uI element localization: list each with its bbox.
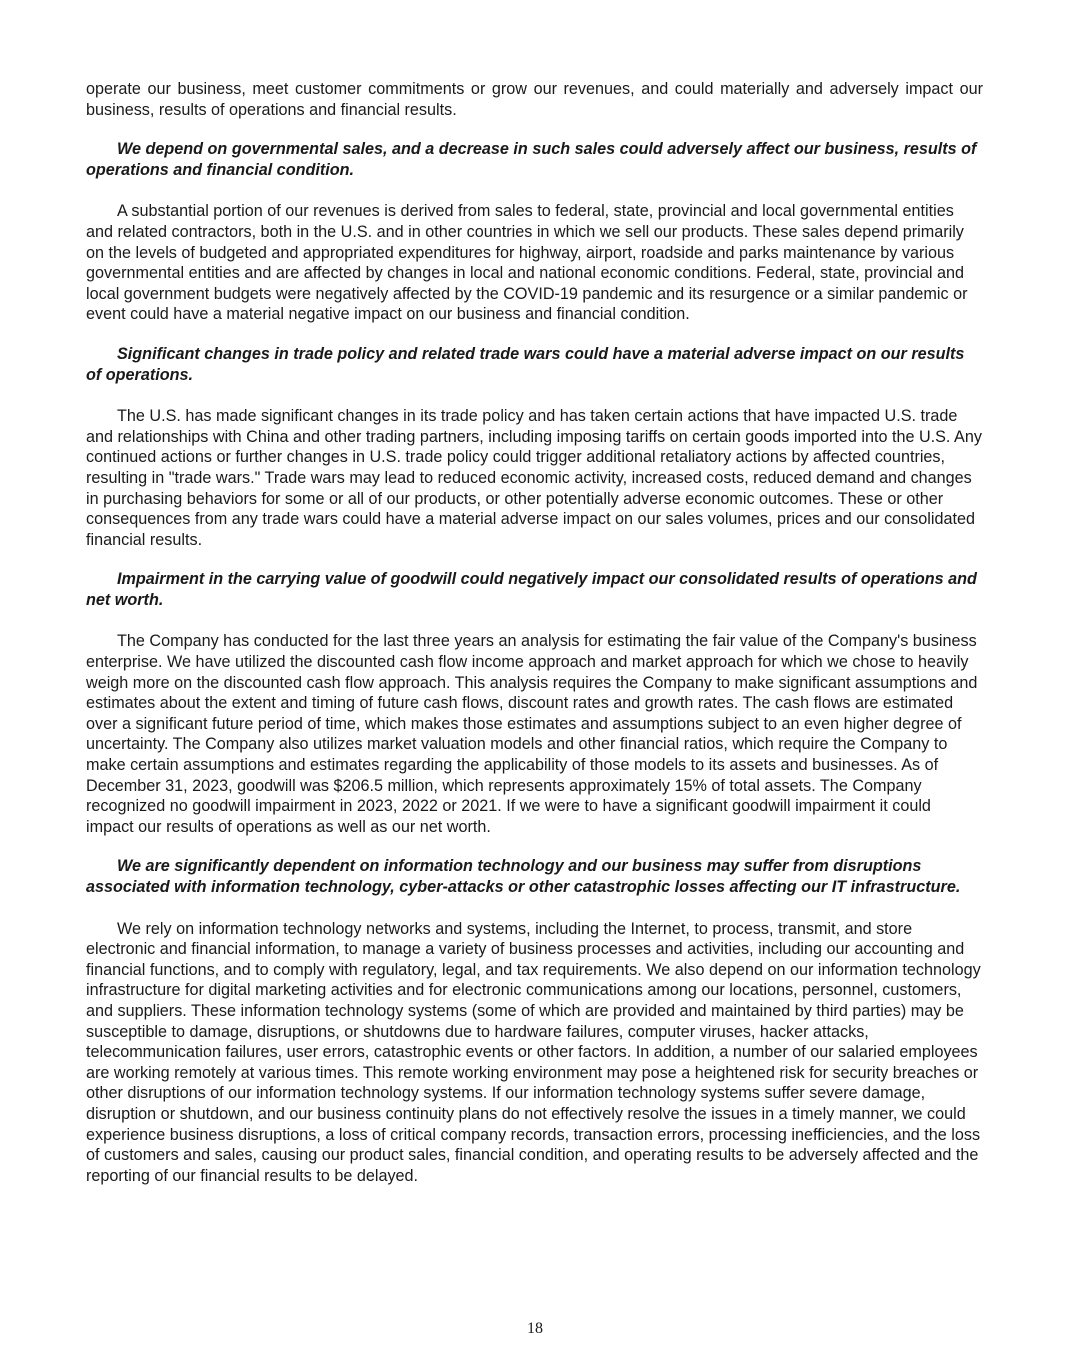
risk-body-goodwill: The Company has conducted for the last three years an analysis for estimating the fair value of the Company's business enterprise. We have utilized the discounted cash flow income approach and market approach for which we chose to heavily weigh more on the discounted cash flow approach. This analysis requires the Company to make significant assumptions and estimates about the extent and timing of future cash flows, discount rates and growth rates. The cash flows are estimated over a significant future period of time, which makes those estimates and assumptions subject to an even higher degree of uncertainty. The Company also utilizes market valuation models and other financial ratios, which require the Company to make certain assumptions and estimates regarding the applicability of those models to its assets and businesses. As of December 31, 2023, goodwill was $206.5 million, which represents approximately 15% of total assets. The Company recognized no goodwill impairment in 2023, 2022 or 2021. If we were to have a significant goodwill impairment it could impact our results of operations as well as our net worth. bbox=[86, 632, 978, 836]
risk-heading-goodwill: Impairment in the carrying value of goodwill could negatively impact our consolidated results of operations and net worth. bbox=[86, 570, 977, 609]
risk-heading-trade-policy: Significant changes in trade policy and related trade wars could have a material adverse impact on our results of operations. bbox=[86, 344, 965, 384]
page-number: 18 bbox=[527, 1320, 543, 1337]
document-page bbox=[86, 79, 983, 1186]
risk-heading-governmental-sales: We depend on governmental sales, and a decrease in such sales could adversely affect our business, results of operations and financial condition. bbox=[86, 140, 977, 179]
risk-heading-information-technology: We are significantly dependent on information technology and our business may suffer from disruptions associated with information technology, cyber-attacks or other catastrophic losses affecting our IT infrastructure. bbox=[86, 857, 961, 896]
risk-body-governmental-sales: A substantial portion of our revenues is derived from sales to federal, state, provincial and local governmental entities and related contractors, both in the U.S. and in other countries in which we sell our products. These sales depend primarily on the levels of budgeted and appropriated expenditures for highway, airport, roadside and parks maintenance by various governmental entities and are affected by changes in local and national economic conditions. Federal, state, provincial and local government budgets were negatively affected by the COVID-19 pandemic and its resurgence or a similar pandemic or event could have a material negative impact on our business and financial condition. bbox=[86, 202, 968, 324]
risk-body-information-technology: We rely on information technology networks and systems, including the Internet, to process, transmit, and store electronic and financial information, to manage a variety of business processes and activities, including our accounting and financial functions, and to comply with regulatory, legal, and tax requirements. We also depend on our information technology infrastructure for digital marketing activities and for electronic communications among our locations, personnel, customers, and suppliers. These information technology systems (some of which are provided and maintained by third parties) may be susceptible to damage, disruptions, or shutdowns due to hardware failures, computer viruses, hacker attacks, telecommunication failures, user errors, catastrophic events or other factors. In addition, a number of our salaried employees are working remotely at various times. This remote working environment may pose a heightened risk for security breaches or other disruptions of our information technology systems. If our information technology systems suffer severe damage, disruption or shutdown, and our business continuity plans do not effectively resolve the issues in a timely manner, we could experience business disruptions, a loss of critical company records, transaction errors, processing inefficiencies, and the loss of customers and sales, causing our product sales, financial condition, and operating results to be adversely affected and the reporting of our financial results to be delayed. bbox=[86, 919, 981, 1185]
continuation-paragraph: operate our business, meet customer commitments or grow our revenues, and could materially and adversely impact our business, results of operations and financial results. bbox=[86, 80, 983, 119]
risk-body-trade-policy: The U.S. has made significant changes in its trade policy and has taken certain actions that have impacted U.S. trade and relationships with China and other trading partners, including imposing tariffs on certain goods imported into the U.S. Any continued actions or further changes in U.S. trade policy could trigger additional retaliatory actions by affected countries, resulting in "trade wars." Trade wars may lead to reduced economic activity, increased costs, reduced demand and changes in purchasing behaviors for some or all of our products, or other potentially adverse economic outcomes. These or other consequences from any trade wars could have a material adverse impact on our sales volumes, prices and our consolidated financial results. bbox=[86, 407, 982, 549]
